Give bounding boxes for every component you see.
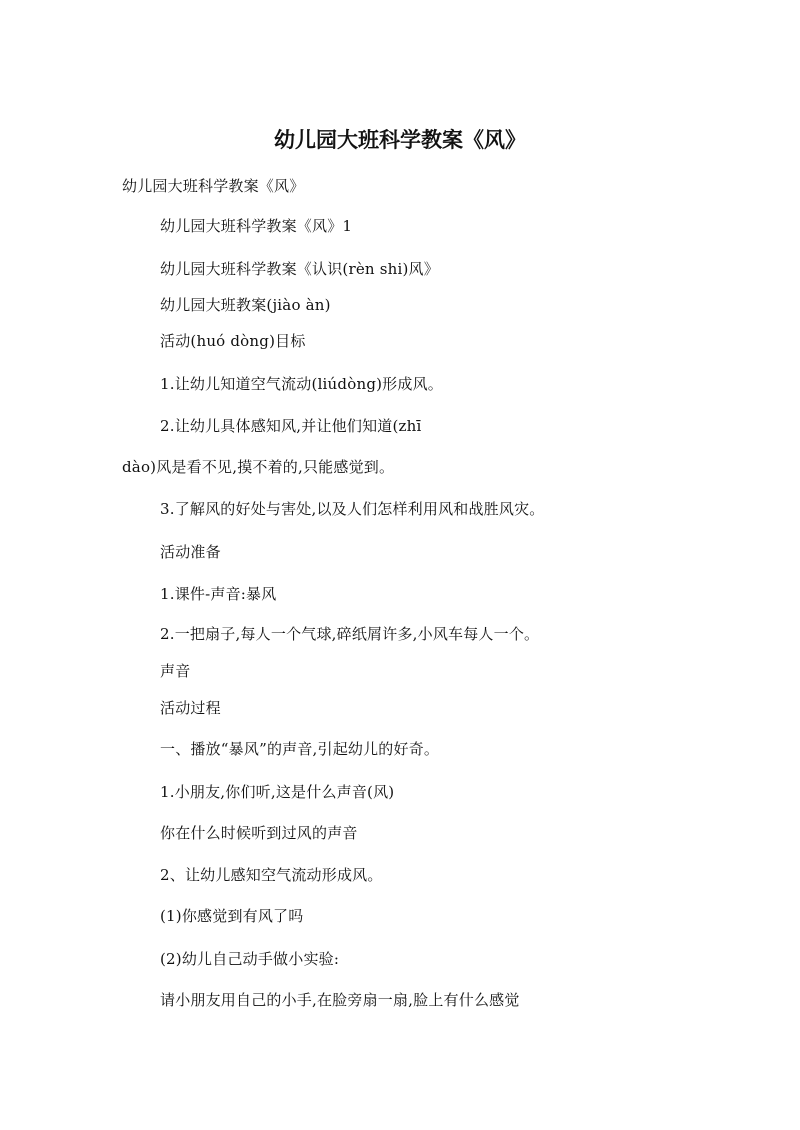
text-line: 活动(huó dòng)目标 <box>160 332 306 350</box>
text-line: 幼儿园大班科学教案《风》1 <box>160 217 353 235</box>
text-line: 幼儿园大班科学教案《认识(rèn shi)风》 <box>160 260 439 278</box>
text-line: (2)幼儿自己动手做小实验: <box>160 950 340 968</box>
text-line: 幼儿园大班科学教案《风》 <box>122 177 305 195</box>
document-title: 幼儿园大班科学教案《风》 <box>274 128 526 152</box>
text-line: 你在什么时候听到过风的声音 <box>160 824 358 842</box>
text-line: 一、播放“暴风”的声音,引起幼儿的好奇。 <box>160 740 440 758</box>
text-line: (1)你感觉到有风了吗 <box>160 907 304 925</box>
text-line: 活动过程 <box>160 699 221 717</box>
text-line: 2.让幼儿具体感知风,并让他们知道(zhī <box>160 417 422 435</box>
text-line: 声音 <box>160 662 191 680</box>
text-line: 1.让幼儿知道空气流动(liúdòng)形成风。 <box>160 375 443 393</box>
text-line: 请小朋友用自己的小手,在脸旁扇一扇,脸上有什么感觉 <box>160 991 520 1009</box>
text-line: 1.小朋友,你们听,这是什么声音(风) <box>160 783 395 801</box>
text-line: 1.课件-声音:暴风 <box>160 585 277 603</box>
text-line: 幼儿园大班教案(jiào àn) <box>160 296 331 314</box>
text-line: 活动准备 <box>160 543 221 561</box>
text-line: 2、让幼儿感知空气流动形成风。 <box>160 866 383 884</box>
text-line: 3.了解风的好处与害处,以及人们怎样利用风和战胜风灾。 <box>160 500 545 518</box>
text-line: dào)风是看不见,摸不着的,只能感觉到。 <box>122 458 395 476</box>
text-line: 2.一把扇子,每人一个气球,碎纸屑许多,小风车每人一个。 <box>160 625 540 643</box>
